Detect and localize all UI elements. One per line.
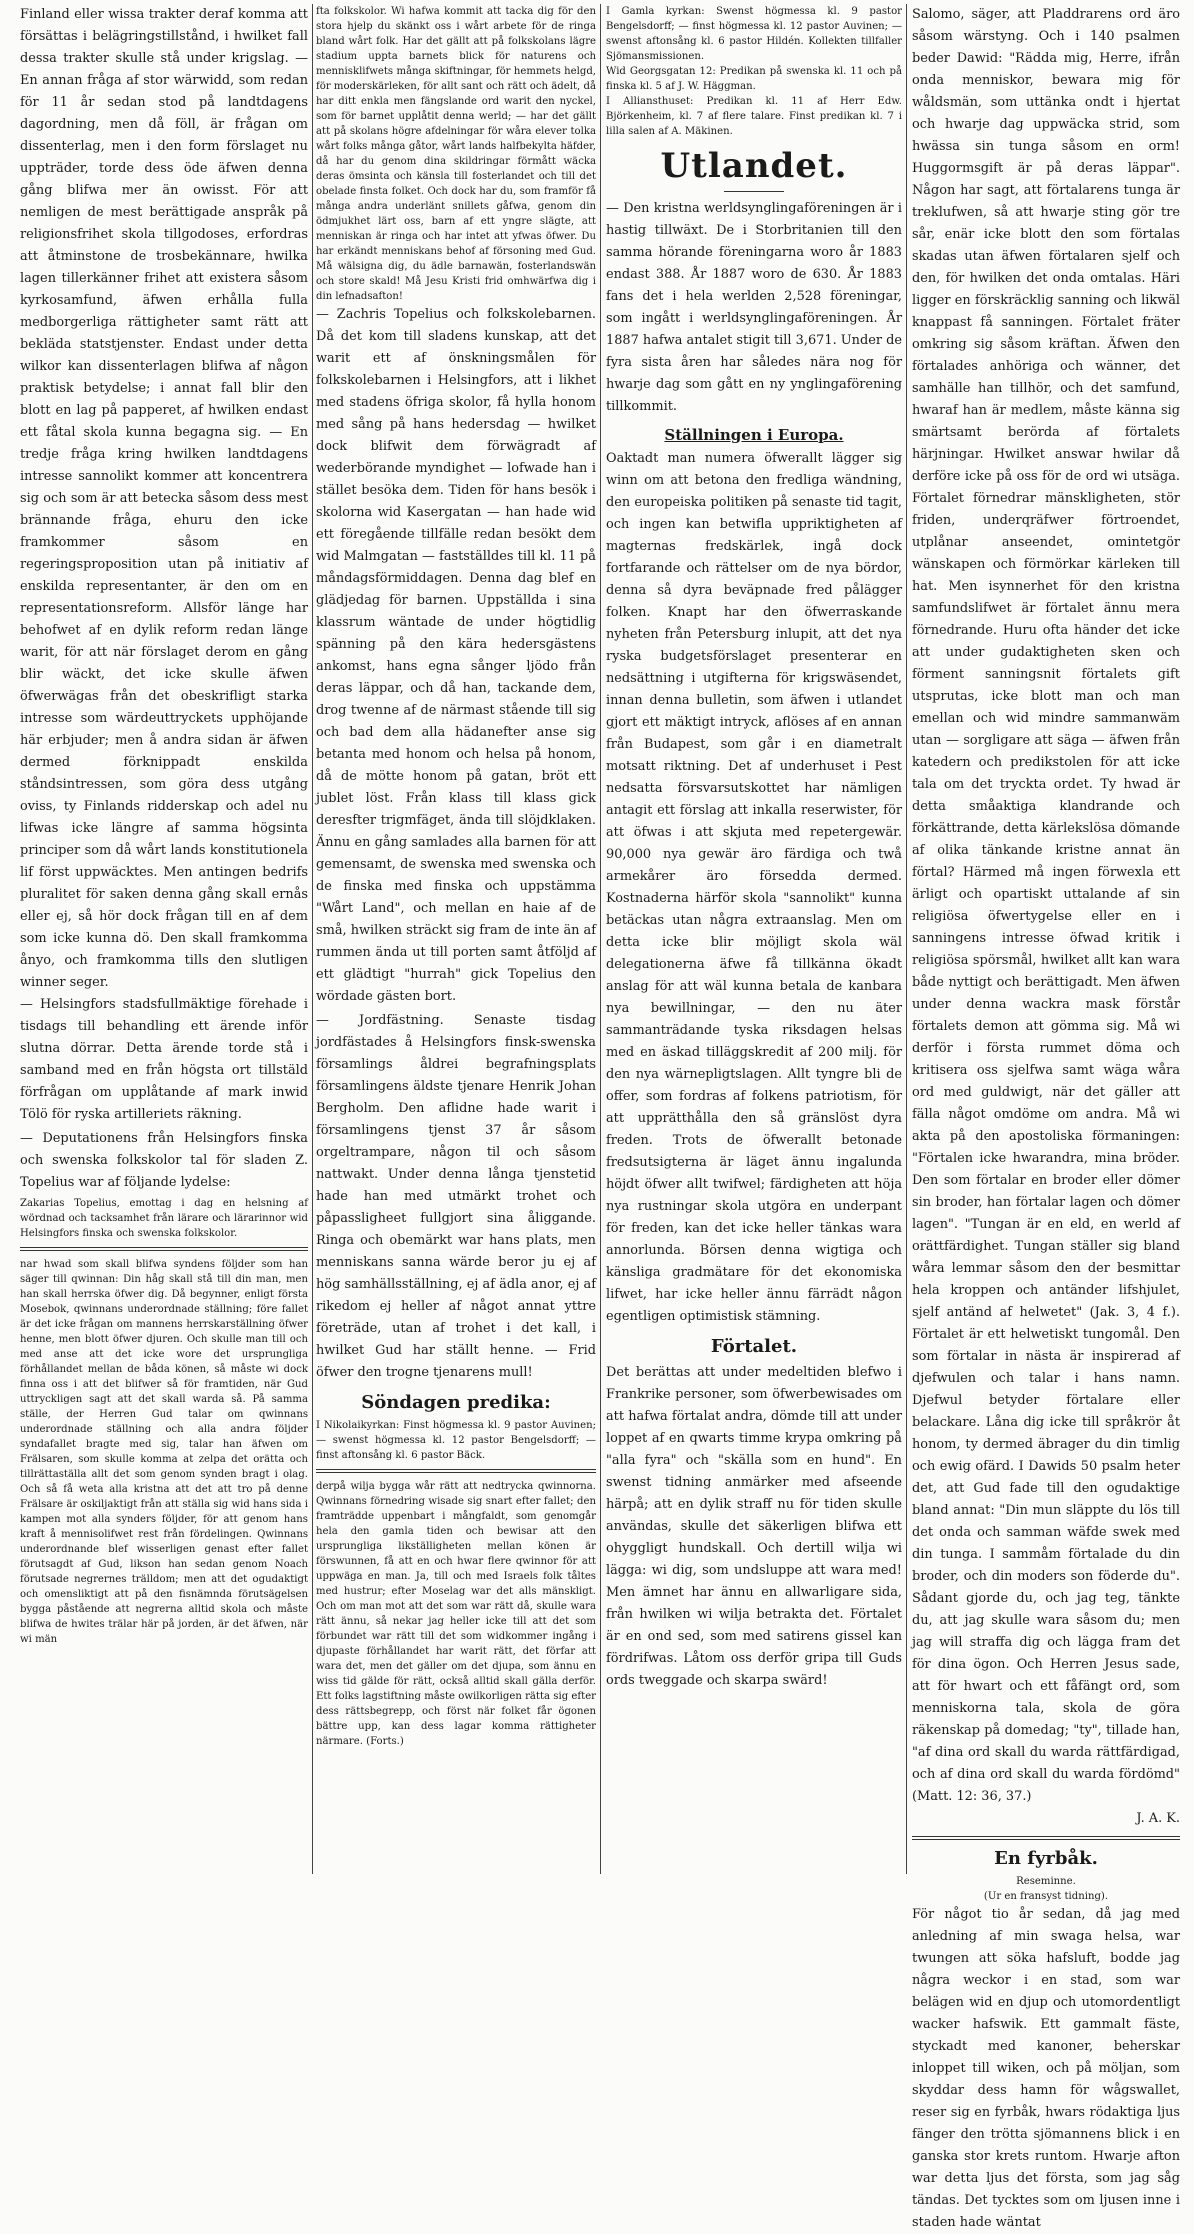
section-divider [316, 1469, 596, 1473]
fortalet-article: Det berättas att under medeltiden blefwo i Frankrike personer, som öfwerbewisades om att hafwa förtalat andra, dömde till att under loppet af en qwarts timme krypa omkring på "alla fyra" och "skälla som en hund". En swenst tidning anmärker med afseende härpå; att en dylik straff nu för tiden skulle användas, skulle det säkerligen blifwa ett ohyggligt hundskall. Och dertill wilja wi lägga: wi dig, som undsluppe att wara med! Men ämnet har ännu en allwarligare sida, från hwilken wi wilja betrakta det. Förtalet är en ond sed, som med satirens gissel kan fördrifwas. Låtom oss derför gripa till Guds ords tweggade och skarpa swärd! [606, 1365, 902, 1688]
column-3 [606, 4, 902, 1874]
fyrbak-subheading: Reseminne. [1016, 1876, 1076, 1887]
ynglinga-article: — Den kristna werldsynglingaföreningen är i hastig tillwäxt. De i Storbritanien till den samma hörande föreningarna woro år 1883 endast 388. År 1887 woro de 630. År 1883 fans det i hela werlden 2,528 föreningar, som ingått i werldsynglingaföreningen. År 1887 hafwa antalet stigit till 3,671. Under de fyra sista åren har således nära nog för hwarje dag som gått en ny ynglingaförening tillkommit. [606, 201, 902, 414]
stallningen-article: Oaktadt man numera öfwerallt lägger sig winn om att betona den fredliga wändning, den europeiska politiken på senaste tid tagit, och ingen kan betwifla uppriktigheten af magternas fredskärlek, ingå dock fortfarande och rättelser om de nya bördor, denna så dyra beväpnade fred pålägger folken. Knapt har den öfwerraskande nyheten från Petersburg inlupit, att det nya ryska budgetsförslaget presenterar en nedsättning i utgifterna för krigswäsendet, innan denna bulletin, som äfwen i utlandet gjort ett mäktigt intryck, aflöses af en annan från Budapest, som går i en diametralt motsatt riktning. Det af underhuset i Pest nedsatta försvarsutskottet har nämligen antagit ett förslag att inkalla reserwister, för att öfwas i att skjuta med repetergewär. 90,000 nya gewär äro färdiga och twå armekårer äro försedda dermed. Kostnaderna härför skola "sannolikt" kunna betäckas utan några extraanslag. Men om detta icke blir möjligt skola wäl delegationerna äfwe få tillkänna ökadt anslag för att wäl kunna betala de kanbara nya bewillningar, — den nu äter sammanträdande tyska riksdagen helsas med en äskad tilläggskredit af 200 milj. för den nya wärnepligtslagen. Allt tyngre bli de offer, som fordras af folkens patriotism, för att upprätthålla den så gränslöst dyra freden. Trots de öfwerallt betonade fredsutsigterna är läget ännu ingalunda höjdt öfwer allt twifwel; färdigheten att höja nya rustningar skola utgöra en underpant för freden, kan det icke heller tänkas wara annorlunda. Börsen denna wigtiga och känsliga gradmätare för det ekonomiska lifwet, har icke heller ännu färrädt någon egentligen optimistisk stämning. [606, 451, 902, 1324]
utlandet-heading: Utlandet. [660, 146, 848, 186]
fortalet-continuation: Salomo, säger, att Pladdrarens ord äro såsom wärstyng. Och i 140 psalmen beder Dawid: "Rädda mig, Herre, ifrån onda menniskor, bewara mig för wåldsmän, som uttänka ondt i hjertat och hwarje dag uppwäcka strid, som hwässa sin tunga såsom en orm! Huggormsgift är på deras läppar". Någon har sagt, att förtalarens tunga är treklufwen, så att hwarje sting gör tre sår, enär icke blott den som förtalas skadas utan äfwen förtalaren sjelf och den, för hwilken det onda omtalas. Häri ligger en förskräcklig sanning och likwäl knappast få sanningen. Förtalet fräter omkring sig såsom kräftan. Äfwen den förtalades anhöriga och wänner, det samhälle han tillhör, och det samfund, hwaraf han är medlem, måste känna sig smärtsamt berörda af förtalets härjningar. Hwilket answar hwilar då derföre icke på oss för de ord wi utsäga. Förtalet förnedrar mänskligheten, stör friden, underqräfwer förtroendet, utplånar anseendet, omintetgör wänskapen och förmörkar kärleken till hat. Men isynnerhet för den kristna samfundslifwet är förtalet ännu mera förnedrande. Huru ofta händer det icke att under gudaktigheten sken och förment sanningsnit förtalets gift utsprutas, icke blott man och man emellan och wid mindre sammanwäm utan — sorgligare att säga — äfwen från katedern och predikstolen för att icke tala om det tryckta ordet. Ty hwad är detta småaktiga klandrande och förkättrande, detta kärlekslösa dömande af olika tänkande kristne annat än förtal? Härmed må ingen förwexla ett ärligt och opartiskt uttalande af sin religiösa öfwertygelse eller en i sanningens intresse öfwad kritik i religiösa spörsmål, hwilket allt kan wara både nyttigt och berättigadt. Men äfwen under denna wackra mask förstår förtalets demon att gömma sig. Må wi derför i första rummet döma och kritisera oss sjelfwa samt wäga wåra ord med guldwigt, när det gäller att fälla något omdöme om andra. Må wi akta på den apostoliska förmaningen: "Förtalen icke hwarandra, mina bröder. Den som förtalar en broder eller dömer sin broder, han förtalar lagen och dömer lagen". "Tungan är en eld, en werld af orättfärdighet. Tungan ställer sig bland wåra lemmar såsom den der besmittar hela kroppen och antänder lifshjulet, sjelf antänd af helwetet" (Jak. 3, 4 f.). Förtalet är ett helwetiskt tungomål. Den som förtalar in nästa är inspirerad af djefwulen och talar i hans namn. Djefwul betyder förtalare eller belackare. Låna dig icke till språkrör åt honom, ty dermed äbrager du din timlig och ewig ofärd. I Dawids 50 psalm heter det, att Gud fade till den ogudaktige bland annat: "Din mun släppte du lös till det onda och samman wäfde swek med din tunga. I sammåm förtalade du din broder, och din moders son föderde du". Sådant gjorde du, och jag teg, tänkte du, att jag skulle wara såsom du; men jag will straffa dig och lägga fram det för dina ögon. Och Herren Jesus sade, att för hwart och ett fåfängt ord, som menniskorna tala, skola de göra räkenskap på domedag; "ty", tillade han, "af dina ord skall du warda rättfärdigad, och af dina ord skall du warda fördömd" (Matt. 12: 36, 37.) [912, 7, 1180, 1804]
speech-continuation: fta folkskolor. Wi hafwa kommit att tacka dig för den stora hjelp du skänkt oss i wårt arbete för de ringa bland wårt folk. Har det gällt att på folkskolans lägre stadium uppta barnets blick för naturens och mennisklifwets många skiftningar, för hemmets helgd, för moderskärleken, för allt sant och rätt och ädelt, då har ditt enkla men fängslande ord warit den nyckel, som för barnet upplåtit denna werld; — har det gällt att på skolans högre afdelningar för wåra elever tolka wårt folks många gåtor, wårt lands halfbekylta häfder, då har du genom dina skildringar förmått wäcka deras ömsinta och känsla till fosterlandet och till det obelade finsta folket. Och dock har du, som framför få många andra underlänt snillets gåfwa, genom din ödmjukhet lärt oss, barn af ett yngre slägte, att menniskan är ringa och har intet att yfwas öfwer. Du har erkändt menniskans behof af försoning med Gud. Må wälsigna dig, du ädle barnawän, fosterlandswän och store skald! Må Jesu Kristi frid omhwärfwa dig i din lefnadsafton! [316, 6, 596, 302]
gamla-kyrkan-listing: I Gamla kyrkan: Swenst högmessa kl. 9 pastor Bengelsdorff; — finst högmessa kl. 12 pastor Auvinen; — swenst aftonsång kl. 6 pastor Hildén. Kollekten tillfaller Sjömansmissionen. [606, 6, 902, 62]
column1-continued-article: nar hwad som skall blifwa syndens följder som han säger till qwinnan: Din håg skall stå till din man, men han skall herrska öfwer dig. Då begynner, enligt första Mosebok, qwinnans underordnade ställning; före fallet är det icke frågan om mannens herrskarställning öfwer henne, men blott öfwer djuren. Och skulle man till och med anse att det icke wore det ursprungliga förhållandet mellan de båda könen, så måste wi dock finna oss i att det blifwer så för framtiden, när Gud uttryckligen sagt att det skall warda så. På samma ställe, der Herren Gud talar om qwinnans underordnade ställning och alla andra följder syndafallet bragte med sig, talar han äfwen om Frälsaren, som skulle komma at zelpa det orätta och tillrättaställa allt det som genom synden bragt i olag. Och så få weta alla kristna att det att tro på denne Frälsare är oskiljaktigt från att ställa sig wid hans sida i kampen mot alla synders följder, för att genom hans kraft å mennisolifwet rest från fördelingen. Qwinnans underordnande blef wisserligen genast efter fallet förutsagdt af Gud, likson han sedan genom Noach förutsade negrernes trälldom; men att det ogudaktigt och omensliktigt att på den fisnämnda förutsägelsen bygga påstående att negrerna alltid skola och måste blifwa de hwites trälar här på jorden, är det äfwen, när wi män [20, 1259, 308, 1645]
heading-rule [724, 191, 784, 192]
column-4 [912, 4, 1180, 2230]
signature: J. A. K. [1136, 1811, 1180, 1826]
stadsfullmaktige-notice: — Helsingfors stadsfullmäktige förehade i tisdags till behandling ett ärende inför slutna dörrar. Detta ärende torde stå i samband med en från högsta ort tillstäld förfrågan om upplåtande af mark inwid Tölö för ryska artilleriets räkning. [20, 997, 308, 1122]
alliance-listing: I Alliansthuset: Predikan kl. 11 af Herr Edw. Björkenheim, kl. 7 af flere talare. Finst predikan kl. 7 i lilla salen af A. Mäkinen. [606, 96, 902, 137]
stallningen-heading: Ställningen i Europa. [664, 426, 844, 444]
column-divider [906, 4, 907, 1874]
column2-continued-article: derpå wilja bygga wår rätt att nedtrycka qwinnorna. Qwinnans förnedring wisade sig snart efter fallet; den framträdde uppenbart i mångfaldt, som genomgår hela den gamla tiden och bewisar att den ursprungliga likställigheten mellan könen är förswunnen, få att en och hwar flere qwinnor för att uppwäga en man. Ja, till och med Israels folk tåltes med hustrur; efter Moselag war det alls mänskligt. Och om man mot att det som war rätt då, skulle wara rätt ännu, så nekar jag heller icke till att det som förbundet war rätt till det som widkommer ingång i djupaste förhållandet har warit rätt, det förfar att wara det, men det gäller om det djupa, som ännu en wiss tid gälde för rätt, också alltid skall gälla derför. Ett folks lagstiftning måste owilkorligen rätta sig efter dess rättsbegrepp, och först när folket får ögonen bättre upp, kan dess lagar komma rättigheter närmare. (Forts.) [316, 1481, 596, 1747]
section-divider [20, 1247, 308, 1251]
topelius-article: — Zachris Topelius och folkskolebarnen. Då det kom till sladens kunskap, att det warit ett af önskningsmålen för folkskolebarnen i Helsingfors, att i likhet med stadens öfriga skolor, få hylla honom med sång på hans hedersdag — hwilket dock blifwit dem förwägradt af wederbörande myndighet — lofwade han i stället besöka dem. Tiden för hans besök i skolorna wid Kasergatan — han hade wid ett föregående tillfälle redan besökt dem wid Malmgatan — fastställdes till kl. 11 på måndagsförmiddagen. Denna dag blef en glädjedag för barnen. Uppställda i sina klassrum wäntade de under högtidlig spänning på den kära hedersgästens ankomst, hans egna sånger ljödo från deras läppar, och då han, tackande dem, drog twenne af de närmast stående till sig och bad dem alla hädanefter anse sig betanta med honom och helsa på honom, då de mötte honom på gatan, bröt ett jublet löst. Från klass till klass gick deresfter trigmfäget, ända till slöjdklaken. Ännu en gång samlades alla barnen för att gemensamt, de swenska med swenska och de finska med finska och uppstämma "Wårt Land", och mellan en haie af de små, hwilken sträckt sig fram de inte än af rummen ända ut till porten samt åtföljd af ett glädtigt "hurrah" gick Topelius den wördade gästen bort. [316, 307, 596, 1004]
fyrbak-source-note: (Ur en fransyst tidning). [983, 1891, 1109, 1902]
fortalet-heading: Förtalet. [710, 1336, 798, 1357]
column-divider [312, 4, 313, 1874]
deputation-speech: Zakarias Topelius, emottag i dag en helsning af wördnad och tacksamhet från lärare och lärarinnor wid Helsingfors finska och swenska folkskolor. [20, 1198, 308, 1239]
fyrbak-heading: En fyrbåk. [994, 1848, 1098, 1869]
jordfastning-article: — Jordfästning. Senaste tisdag jordfästades å Helsingfors finsk-swenska församlings åldrei begrafningsplats församlingens äldste tjenare Henrik Johan Bergholm. Den aflidne hade warit i församlingens tjenst 37 år såsom orgeltrampare, någon til och såsom nattwakt. Under denna långa tjenstetid hade han med utmärkt trohet och påpassligheet fullgjort sina åliggande. Ringa och obemärkt war hans plats, men menniskans sanna wärde beror ju ej af hög samhällsställning, ej af ädla anor, ej af rikedom ej heller af något annat yttre företräde, utan af trohet i det kall, i hwilket Gud har ställt henne. — Frid öfwer den trogne tjenarens mull! [316, 1013, 596, 1380]
georgsgatan-listing: Wid Georgsgatan 12: Predikan på swenska kl. 11 och på finska kl. 5 af J. W. Häggman. [606, 66, 902, 92]
sondag-listing: I Nikolaikyrkan: Finst högmessa kl. 9 pastor Auvinen; — swenst högmessa kl. 12 pastor Bengelsdorff; — finst aftonsång kl. 6 pastor Bäck. [316, 1420, 596, 1461]
column-1 [20, 4, 308, 1874]
section-divider [912, 1836, 1180, 1840]
landtdag-article: Finland eller wissa trakter deraf komma att försättas i belägringstillstånd, i hwilket fall dessa trakter skulle stå under krigslag. — En annan fråga af stor wärwidd, som redan för 11 år sedan stod på landtdagens dagordning, men då föll, är frågan om dissenterlag, men i den form förslaget nu uppträder, torde dess öde äfwen denna gång blifwa mer än owisst. För att nemligen de mest berättigade anspråk på religionsfrihet skola tillgodoses, erfordras att åtminstone de trosbekännare, hwilka lagen tillerkänner frihet att existera såsom kyrkosamfund, äfwen erhålla fulla medborgerliga rättigheter samt rätt att bekläda statstjenster. Endast under detta wilkor kan dissenterlagen blifwa af någon praktisk betydelse; i annat fall blir den blott en lag på papperet, af hwilken endast ett fåtal skola kunna begagna sig. — En tredje fråga kring hwilken landtdagens intresse sannolikt kommer att koncentrera sig och som är att betecka såsom dess mest brännande fråga, ehuru den icke framkommer såsom en regeringsproposition utan på initiativ af enskilda representanter, är den om en representationsreform. Allsför länge har behofwet af en dylik reform redan länge warit, för att när förslaget derom en gång blir wäckt, det icke skulle äfwen öfwerwägas från det obeskrifligt starka intresse som wärdeuttryckets upphöjande här erbjuder; men å andra sidan är äfwen dermed förknippadt enskilda ståndsintressen, som göra dess utgång oviss, ty Finlands ridderskap och adel nu lifwas icke längre af samma högsinta principer som då wårt lands konstitutionela lif först uppwäcktes. Men antingen bedrifs pluralitet för saken denna gång skall ernås eller ej, så hör dock frågan till en af dem som icke kunna dö. Den skall framkomma ånyo, och framkomma tills den slutligen winner seger. [20, 7, 308, 990]
fyrbak-article: För något tio år sedan, då jag med anledning af min swaga helsa, war twungen att söka hafsluft, bodde jag några weckor i en stad, som war belägen wid en djup och utomordentligt wacker hafswik. Ett gammalt fäste, styckadt med kanoner, beherskar inloppet till wiken, och på möljan, som skyddar dess hamn för wågswallet, reser sig en fyrbåk, hwars rödaktiga ljus fänger den trötta sjömannens blick i en ganska stor krets runtom. Hwarje afton war detta ljus det första, som jag såg tändas. Det tycktes som om ljusen inne i staden hade wäntat [912, 1907, 1180, 2230]
column-divider [600, 4, 601, 1874]
column-2 [316, 4, 596, 1874]
deputation-notice: — Deputationens från Helsingfors finska och swenska folkskolor tal för sladen Z. Topelius war af följande lydelse: [20, 1131, 308, 1190]
sondag-heading: Söndagen predika: [361, 1392, 551, 1413]
